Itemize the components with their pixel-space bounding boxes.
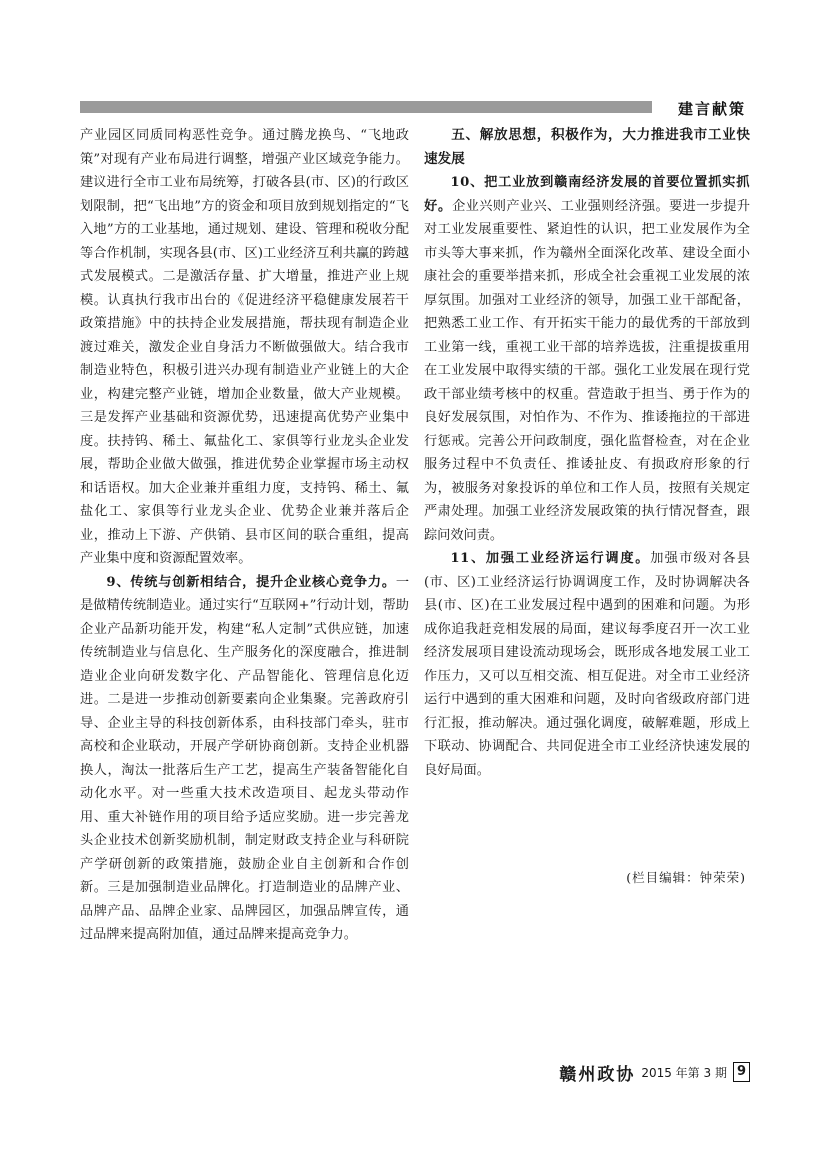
paragraph-9 bbox=[80, 571, 409, 947]
section-tag: 建言献策 bbox=[677, 100, 746, 118]
paragraph-11 bbox=[424, 547, 750, 782]
left-column bbox=[80, 124, 409, 947]
column-editor: (栏目编辑：钟荣荣) bbox=[626, 870, 746, 885]
right-column bbox=[424, 124, 750, 782]
page-footer bbox=[559, 1060, 750, 1084]
paragraph-11-lead: 11、加强工业经济运行调度。 bbox=[450, 551, 651, 566]
page-number: 9 bbox=[733, 1062, 750, 1082]
magazine-name: 赣州政协 bbox=[559, 1064, 636, 1085]
paragraph-10-body: 企业兴则产业兴、工业强则经济强。要进一步提升对工业发展重要性、紧迫性的认识，把工业发展作为全市头等大事来抓，作为赣州全面深化改革、建设全面小康社会的重要举措来抓，形成全社会重视工业发展的浓厚氛围。加强对工业经济的领导，加强工业干部配备，把熟悉工业工作、有开拓实干能力的最优秀的干部放到工业第一线，重视工业干部的培养选拔，注重提拔重用在工业发展中取得实绩的干部。强化工业发展在现行党政干部业绩考核中的权重。营造敢于担当、勇于作为的良好发展氛围，对怕作为、不作为、推诿拖拉的干部进行惩戒。完善公开问政制度，强化监督检查，对在企业服务过程中不负责任、推诿扯皮、有损政府形象的行为，被服务对象投诉的单位和工作人员，按照有关规定严肃处理。加强工业经济发展政策的执行情况督查，跟踪问效问责。 bbox=[424, 198, 751, 543]
paragraph-11-body: 加强市级对各县(市、区)工业经济运行协调调度工作，及时协调解决各县(市、区)在工业发展过程中遇到的困难和问题。为形成你追我赶竞相发展的局面，建议每季度召开一次工业经济发展项目建设流动现场会，既形成各地发展工业工作压力，又可以互相交流、相互促进。对全市工业经济运行中遇到的重大困难和问题，及时向省级政府部门进行汇报，推动解决。通过强化调度，破解难题，形成上下联动、协调配合、共同促进全市工业经济快速发展的良好局面。 bbox=[424, 551, 750, 778]
section-heading: 五、解放思想，积极作为，大力推进我市工业快速发展 bbox=[424, 127, 750, 167]
paragraph-9-body: 一是做精传统制造业。通过实行“互联网+”行动计划，帮助企业产品新功能开发，构建“私人定制”式供应链，加速传统制造业与信息化、生产服务化的深度融合，推进制造业企业向研发数字化、产品智能化、管理信息化迈进。二是进一步推动创新要素向企业集聚。完善政府引导、企业主导的科技创新体系，由科技部门牵头，驻市高校和企业联动，开展产学研协商创新。支持企业机器换人，淘汰一批落后生产工艺，提高生产装备智能化自动化水平。对一些重大技术改造项目、起龙头带动作用、重大补链作用的项目给予适应奖励。进一步完善龙头企业技术创新奖励机制，制定财政支持企业与科研院产学研创新的政策措施，鼓励企业自主创新和合作创新。三是加强制造业品牌化。打造制造业的品牌产业、品牌产品、品牌企业家、品牌园区，加强品牌宣传，通过品牌来提高附加值，通过品牌来提高竞争力。 bbox=[80, 574, 409, 942]
header-rule bbox=[80, 101, 652, 113]
paragraph-continued: 产业园区同质同构恶性竞争。通过腾龙换鸟、“飞地政策”对现有产业布局进行调整，增强产业区域竞争能力。建议进行全市工业布局统筹，打破各县(市、区)的行政区划限制，把“飞出地”方的资金和项目放到规划指定的“飞入地”方的工业基地，通过规划、建设、管理和税收分配等合作机制，实现各县(市、区)工业经济互利共赢的跨越式发展模式。二是激活存量、扩大增量，推进产业上规模。认真执行我市出台的《促进经济平稳健康发展若干政策措施》中的扶持企业发展措施，帮扶现有制造企业渡过难关，激发企业自身活力不断做强做大。结合我市制造业特色，积极引进兴办现有制造业产业链上的大企业，构建完整产业链，增加企业数量，做大产业规模。三是发挥产业基础和资源优势，迅速提高优势产业集中度。扶持钨、稀土、氟盐化工、家俱等行业龙头企业发展，帮助企业做大做强，推进优势企业掌握市场主动权和话语权。加大企业兼并重组力度，支持钨、稀土、氟盐化工、家俱等行业龙头企业、优势企业兼并落后企业，推动上下游、产供销、县市区间的联合重组，提高产业集中度和资源配置效率。 bbox=[80, 128, 409, 566]
paragraph-9-lead: 9、传统与创新相结合，提升企业核心竞争力。 bbox=[106, 574, 396, 590]
paragraph-10-lead: 10、把工业放到赣南经济发展的首要位置抓实抓好。 bbox=[424, 175, 750, 214]
paragraph-10 bbox=[424, 171, 750, 547]
issue-info: 2015 年第 3 期 bbox=[641, 1065, 727, 1080]
